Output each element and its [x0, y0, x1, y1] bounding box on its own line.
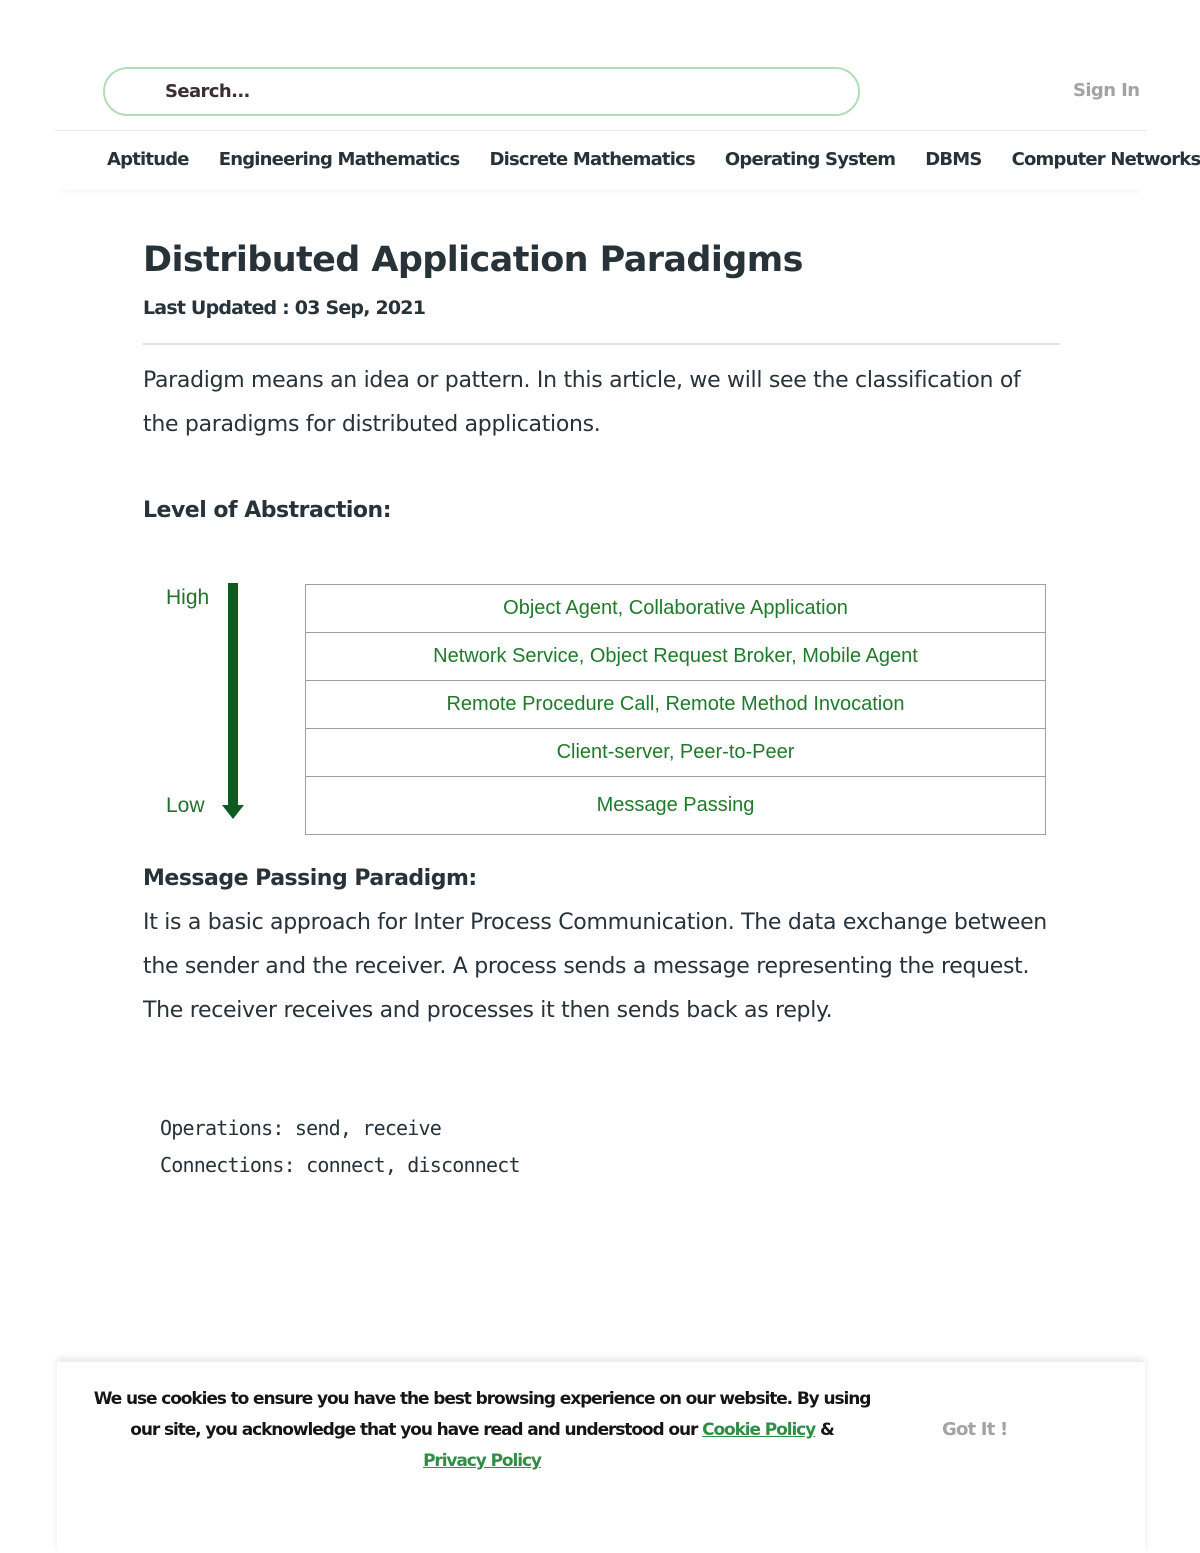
code-line: Operations: send, receive [160, 1116, 442, 1140]
code-line: Connections: connect, disconnect [160, 1153, 520, 1177]
last-updated: Last Updated : 03 Sep, 2021 [143, 297, 426, 319]
cookie-message [77, 1384, 887, 1477]
level-row: Network Service, Object Request Broker, Mobile Agent [306, 633, 1045, 681]
nav-item-aptitude[interactable]: Aptitude [107, 148, 189, 170]
cookie-policy-link[interactable]: Cookie Policy [702, 1420, 816, 1440]
nav-item-engineering-mathematics[interactable]: Engineering Mathematics [218, 148, 460, 170]
nav-item-discrete-mathematics[interactable]: Discrete Mathematics [489, 148, 695, 170]
topic-nav [107, 131, 1200, 187]
level-row: Remote Procedure Call, Remote Method Invocation [306, 681, 1045, 729]
search-input[interactable] [163, 80, 827, 103]
message-passing-paragraph: It is a basic approach for Inter Process Communication. The data exchange between the sender and the receiver. A process sends a message representing the request. The receiver receives and processes it then sends back as reply. [143, 910, 1047, 1023]
abstraction-diagram [150, 575, 1055, 845]
low-label: Low [166, 794, 205, 817]
nav-item-dbms[interactable]: DBMS [925, 148, 982, 170]
got-it-button[interactable]: Got It ! [942, 1419, 1008, 1440]
search-box[interactable] [103, 67, 860, 116]
nav-item-operating-system[interactable]: Operating System [724, 148, 896, 170]
high-label: High [166, 586, 210, 609]
abstraction-heading: Level of Abstraction: [143, 498, 391, 523]
article [143, 230, 1060, 533]
title-divider [143, 343, 1060, 345]
page-title: Distributed Application Paradigms [143, 240, 803, 280]
message-passing-section [143, 857, 1073, 1033]
intro-paragraph: Paradigm means an idea or pattern. In this article, we will see the classification of the paradigms for distributed applications. [143, 368, 1021, 437]
down-arrow-icon [220, 583, 246, 819]
cookie-banner [57, 1362, 1145, 1553]
cookie-message-text: We use cookies to ensure you have the best browsing experience on our website. By using our site, you acknowledge that you have read and understood our [93, 1389, 871, 1440]
sign-in-link[interactable]: Sign In [1073, 80, 1140, 101]
abstraction-levels-table [305, 584, 1046, 835]
privacy-policy-link[interactable]: Privacy Policy [423, 1451, 541, 1471]
cookie-separator: & [815, 1420, 834, 1440]
level-row: Object Agent, Collaborative Application [306, 585, 1045, 633]
code-block [160, 1110, 520, 1184]
level-row: Message Passing [596, 794, 755, 816]
nav-item-computer-networks[interactable]: Computer Networks [1011, 148, 1200, 170]
site-header [55, 0, 1200, 190]
message-passing-heading: Message Passing Paradigm: [143, 866, 477, 891]
level-row: Client-server, Peer-to-Peer [306, 729, 1045, 777]
